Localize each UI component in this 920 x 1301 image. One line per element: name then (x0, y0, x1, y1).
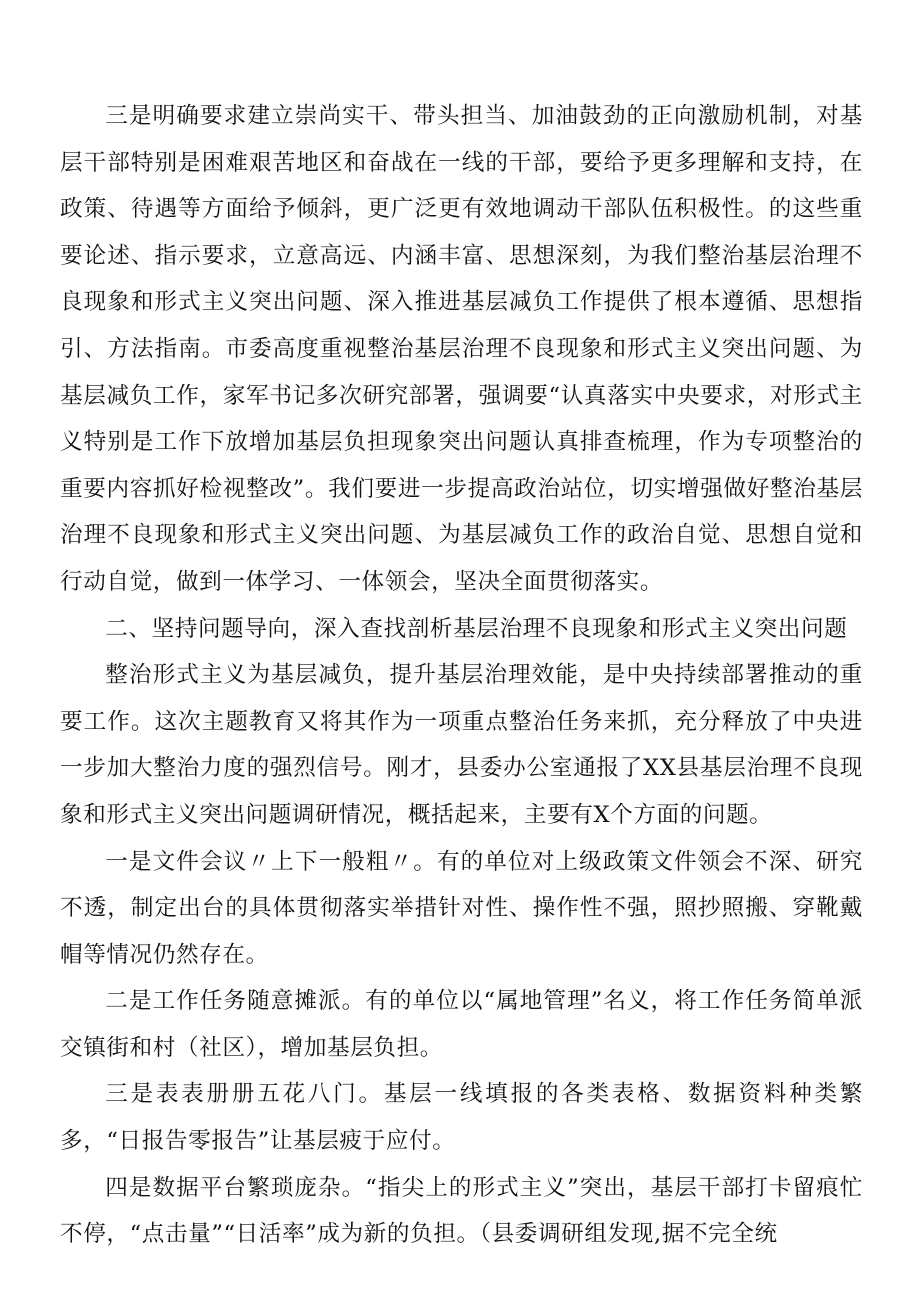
paragraph-incentive-mechanism: 三是明确要求建立崇尚实干、带头担当、加油鼓劲的正向激励机制，对基层干部特别是困难艰苦地区和奋战在一线的干部，要给予更多理解和支持，在政策、待遇等方面给予倾斜，更广泛更有效地调动干部队伍积极性。的这些重要论述、指示要求，立意高远、内涵丰富、思想深刻，为我们整治基层治理不良现象和形式主义突出问题、深入推进基层减负工作提供了根本遵循、思想指引、方法指南。市委高度重视整治基层治理不良现象和形式主义突出问题、为基层减负工作，家军书记多次研究部署，强调要“认真落实中央要求，对形式主义特别是工作下放增加基层负担现象突出问题认真排查梳理，作为专项整治的重要内容抓好检视整改”。我们要进一步提高政治站位，切实增强做好整治基层治理不良现象和形式主义突出问题、为基层减负工作的政治自觉、思想自觉和行动自觉，做到一体学习、一体领会，坚决全面贯彻落实。 (60, 103, 863, 595)
paragraph-issue-data-platforms: 四是数据平台繁琐庞杂。“指尖上的形式主义”突出，基层干部打卡留痕忙不停，“点击量”“日活率”成为新的负担。（县委调研组发现,据不完全统 (60, 1174, 863, 1248)
paragraph-issue-forms-reports: 三是表表册册五花八门。基层一线填报的各类表格、数据资料种类繁多，“日报告零报告”让基层疲于应付。 (60, 1081, 863, 1155)
paragraph-issue-documents-meetings: 一是文件会议〃上下一般粗〃。有的单位对上级政策文件领会不深、研究不透，制定出台的具体贯彻落实举措针对性、操作性不强，照抄照搬、穿靴戴帽等情况仍然存在。 (60, 848, 863, 968)
paragraph-rectify-formalism: 整治形式主义为基层减负，提升基层治理效能，是中央持续部署推动的重要工作。这次主题教育又将其作为一项重点整治任务来抓，充分释放了中央进一步加大整治力度的强烈信号。刚才，县委办公室通报了XX县基层治理不良现象和形式主义突出问题调研情况，概括起来，主要有X个方面的问题。 (60, 662, 863, 828)
section-heading-problem-orientation: 二、坚持问题导向，深入查找剖析基层治理不良现象和形式主义突出问题 (105, 615, 848, 642)
document-body (60, 93, 863, 1258)
paragraph-issue-task-assignment: 二是工作任务随意摊派。有的单位以“属地管理”名义，将工作任务简单派交镇街和村（社区），增加基层负担。 (60, 988, 863, 1061)
